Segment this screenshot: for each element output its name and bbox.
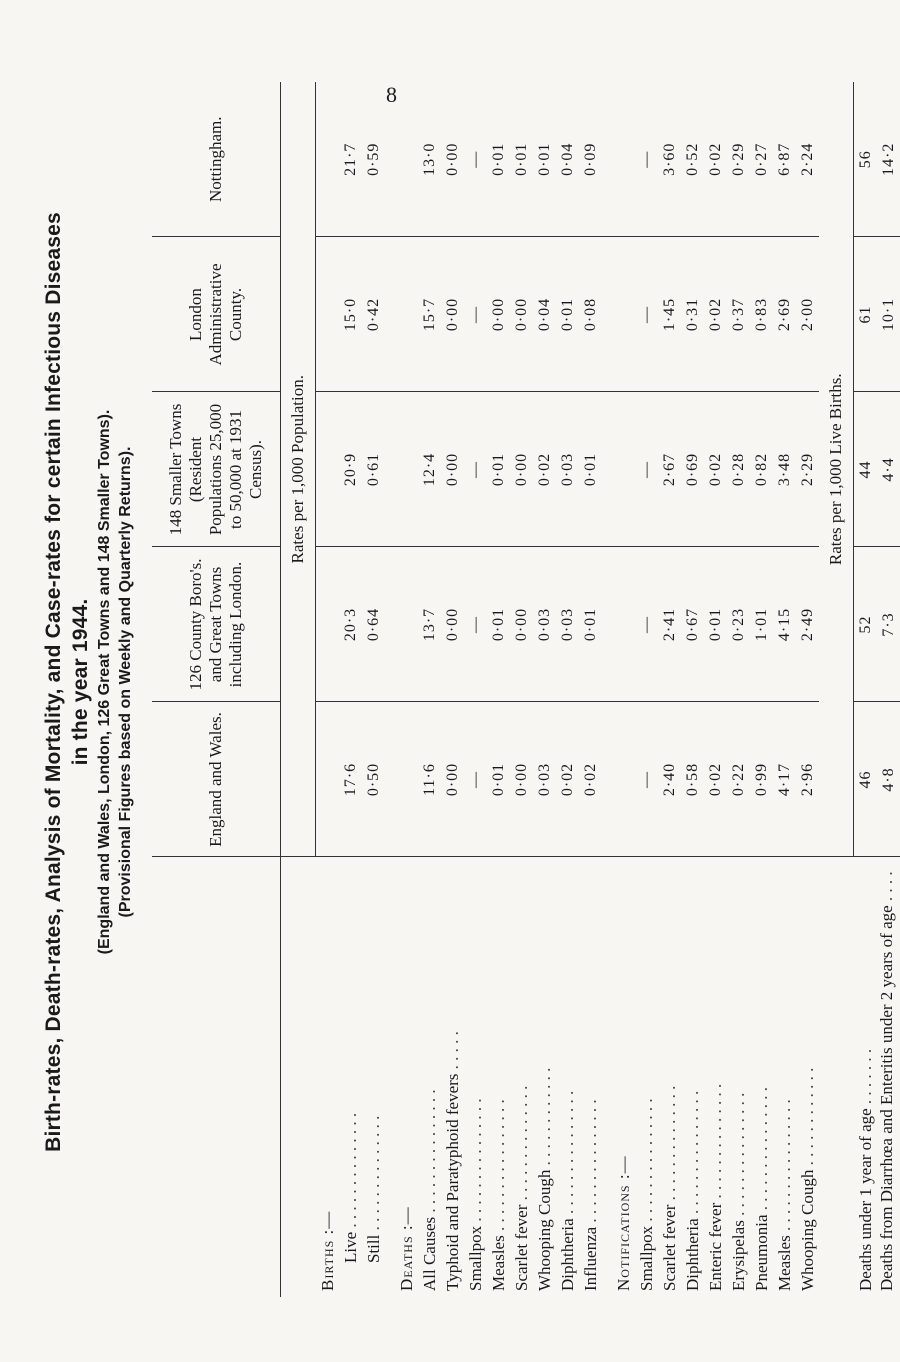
cell: 0·28 bbox=[727, 392, 750, 547]
row-label: Diphtheria bbox=[683, 1218, 702, 1291]
cell: 0·01 bbox=[579, 547, 602, 702]
row-label: Measles bbox=[489, 1235, 508, 1291]
table-row: Influenza . . . . . . . . . . . . . . . 0·02 0·01 0·01 0·08 0·09 bbox=[579, 82, 602, 1297]
cell: 0·00 bbox=[441, 702, 464, 857]
cell: 0·83 bbox=[750, 237, 773, 392]
cell: 0·04 bbox=[556, 82, 579, 237]
table-row: Typhoid and Paratyphoid fevers . . . . . 0·00 0·00 0·00 0·00 0·00 bbox=[441, 82, 464, 1297]
cell: — bbox=[464, 237, 487, 392]
cell: 0·52 bbox=[681, 82, 704, 237]
row-label: Pneumonia bbox=[752, 1214, 771, 1291]
cell: 0·08 bbox=[579, 237, 602, 392]
col-nottingham: Nottingham. bbox=[152, 82, 281, 237]
cell: 0·01 bbox=[704, 547, 727, 702]
cell: 0·00 bbox=[441, 547, 464, 702]
rates-per-live-births-label: Rates per 1,000 Live Births. bbox=[819, 82, 854, 857]
rates-per-population-label: Rates per 1,000 Population. bbox=[281, 82, 316, 857]
row-label: Whooping Cough bbox=[798, 1169, 817, 1291]
cell: 0·02 bbox=[533, 392, 556, 547]
row-label: All Causes bbox=[420, 1216, 439, 1291]
cell: — bbox=[464, 392, 487, 547]
cell: 13·0 bbox=[418, 82, 441, 237]
row-label: Deaths under 1 year of age bbox=[855, 1108, 875, 1291]
statistics-table bbox=[152, 82, 900, 1297]
cell: 0·02 bbox=[579, 702, 602, 857]
table-row: Whooping Cough . . . . . . . . . . . . 0·03 0·03 0·02 0·04 0·01 bbox=[533, 82, 556, 1297]
row-label: Measles bbox=[775, 1235, 794, 1291]
cell: 2·29 bbox=[796, 392, 819, 547]
cell: 0·29 bbox=[727, 82, 750, 237]
cell: 0·27 bbox=[750, 82, 773, 237]
table-row: Smallpox . . . . . . . . . . . . . . . — — — — — bbox=[635, 82, 658, 1297]
cell: 0·69 bbox=[681, 392, 704, 547]
col-england-wales: England and Wales. bbox=[152, 702, 281, 857]
table-row: Whooping Cough . . . . . . . . . . . . 2·96 2·49 2·29 2·00 2·24 bbox=[796, 82, 819, 1297]
cell: 4·8 bbox=[877, 702, 900, 857]
table-row: Deaths under 1 year of age . . . . . . . 46 52 44 61 56 bbox=[854, 82, 878, 1297]
cell: — bbox=[635, 392, 658, 547]
cell: 2·41 bbox=[658, 547, 681, 702]
row-label: Whooping Cough bbox=[535, 1169, 554, 1291]
cell: 0·02 bbox=[556, 702, 579, 857]
cell: 0·59 bbox=[362, 82, 385, 237]
cell: — bbox=[635, 237, 658, 392]
cell: 4·4 bbox=[877, 392, 900, 547]
table-row: Erysipelas . . . . . . . . . . . . . . . 0·22 0·23 0·28 0·37 0·29 bbox=[727, 82, 750, 1297]
cell: 0·01 bbox=[487, 547, 510, 702]
cell: 0·67 bbox=[681, 547, 704, 702]
cell: 0·01 bbox=[487, 702, 510, 857]
row-label: Influenza bbox=[581, 1226, 600, 1291]
table-row: Pneumonia . . . . . . . . . . . . . . . 0·99 1·01 0·82 0·83 0·27 bbox=[750, 82, 773, 1297]
cell: 0·00 bbox=[441, 392, 464, 547]
cell: 0·02 bbox=[704, 82, 727, 237]
cell: 52 bbox=[854, 547, 878, 702]
cell: 0·01 bbox=[487, 82, 510, 237]
row-label: Enteric fever bbox=[706, 1202, 725, 1291]
col-london: London Administrative County. bbox=[152, 237, 281, 392]
cell: 44 bbox=[854, 392, 878, 547]
cell: 0·09 bbox=[579, 82, 602, 237]
section-notifications: Notifications :— bbox=[614, 1155, 633, 1291]
cell: 0·02 bbox=[704, 237, 727, 392]
cell: 4·15 bbox=[773, 547, 796, 702]
row-label: Smallpox bbox=[466, 1225, 485, 1291]
cell: 0·01 bbox=[579, 392, 602, 547]
cell: 10·1 bbox=[877, 237, 900, 392]
row-label: Live bbox=[341, 1231, 360, 1263]
cell: 20·3 bbox=[339, 547, 362, 702]
cell: 7·3 bbox=[877, 547, 900, 702]
cell: 4·17 bbox=[773, 702, 796, 857]
table-row: Measles . . . . . . . . . . . . . . . . 0·01 0·01 0·01 0·00 0·01 bbox=[487, 82, 510, 1297]
cell: — bbox=[464, 702, 487, 857]
cell: 0·37 bbox=[727, 237, 750, 392]
cell: 12·4 bbox=[418, 392, 441, 547]
rotated-table-sheet bbox=[40, 42, 897, 1322]
cell: 0·00 bbox=[487, 237, 510, 392]
cell: 0·02 bbox=[704, 392, 727, 547]
cell: 0·50 bbox=[362, 702, 385, 857]
cell: 0·00 bbox=[510, 237, 533, 392]
cell: 2·49 bbox=[796, 547, 819, 702]
cell: 17·6 bbox=[339, 702, 362, 857]
table-row: Scarlet fever . . . . . . . . . . . . . . 2·40 2·41 2·67 1·45 3·60 bbox=[658, 82, 681, 1297]
cell: 0·61 bbox=[362, 392, 385, 547]
cell: 11·6 bbox=[418, 702, 441, 857]
cell: 2·69 bbox=[773, 237, 796, 392]
table-row: Enteric fever . . . . . . . . . . . . . . 0·02 0·01 0·02 0·02 0·02 bbox=[704, 82, 727, 1297]
row-label: Still bbox=[364, 1234, 383, 1263]
table-row bbox=[612, 82, 635, 1297]
subtitle-line-2: (Provisional Figures based on Weekly and Quarterly Returns). bbox=[117, 446, 134, 918]
cell: 21·7 bbox=[339, 82, 362, 237]
cell: 0·31 bbox=[681, 237, 704, 392]
cell: 0·42 bbox=[362, 237, 385, 392]
cell: 61 bbox=[854, 237, 878, 392]
table-row: Diphtheria . . . . . . . . . . . . . . . 0·58 0·67 0·69 0·31 0·52 bbox=[681, 82, 704, 1297]
births-band-row bbox=[819, 82, 854, 1297]
table-row: Measles . . . . . . . . . . . . . . . . 4·17 4·15 3·48 2·69 6·87 bbox=[773, 82, 796, 1297]
cell: 1·01 bbox=[750, 547, 773, 702]
cell: 20·9 bbox=[339, 392, 362, 547]
cell: 46 bbox=[854, 702, 878, 857]
row-label: Scarlet fever bbox=[512, 1204, 531, 1291]
row-label: Scarlet fever bbox=[660, 1204, 679, 1291]
cell: 0·00 bbox=[510, 392, 533, 547]
table-row bbox=[395, 82, 418, 1297]
cell: 0·00 bbox=[441, 82, 464, 237]
cell: 15·7 bbox=[418, 237, 441, 392]
table-row bbox=[316, 82, 340, 1297]
population-band-row bbox=[281, 82, 316, 1297]
cell: 2·40 bbox=[658, 702, 681, 857]
cell: 0·01 bbox=[556, 237, 579, 392]
row-label: Diphtheria bbox=[558, 1218, 577, 1291]
cell: — bbox=[464, 547, 487, 702]
cell: 15·0 bbox=[339, 237, 362, 392]
cell: — bbox=[464, 82, 487, 237]
cell: 2·00 bbox=[796, 237, 819, 392]
cell: 0·04 bbox=[533, 237, 556, 392]
cell: — bbox=[635, 82, 658, 237]
cell: 0·03 bbox=[533, 547, 556, 702]
cell: 0·01 bbox=[487, 392, 510, 547]
cell: 0·03 bbox=[556, 547, 579, 702]
row-label: Smallpox bbox=[637, 1225, 656, 1291]
cell: 2·24 bbox=[796, 82, 819, 237]
title-line-2: in the year 1944. bbox=[69, 598, 92, 766]
title-block bbox=[40, 42, 148, 1322]
title-line-1: Birth-rates, Death-rates, Analysis of Mortality, and Case-rates for certain Infectious Diseases bbox=[42, 212, 65, 1152]
table-row: Scarlet fever . . . . . . . . . . . . . . 0·00 0·00 0·00 0·00 0·01 bbox=[510, 82, 533, 1297]
cell: 2·67 bbox=[658, 392, 681, 547]
table-row: All Causes . . . . . . . . . . . . . . . 11·6 13·7 12·4 15·7 13·0 bbox=[418, 82, 441, 1297]
cell: 0·99 bbox=[750, 702, 773, 857]
cell: 0·64 bbox=[362, 547, 385, 702]
table-row: Still . . . . . . . . . . . . . . 0·50 0·64 0·61 0·42 0·59 bbox=[362, 82, 385, 1297]
subtitle-line-1: (England and Wales, London, 126 Great Towns and 148 Smaller Towns). bbox=[96, 409, 113, 955]
cell: 0·22 bbox=[727, 702, 750, 857]
section-deaths: Deaths :— bbox=[397, 1206, 416, 1291]
cell: 3·60 bbox=[658, 82, 681, 237]
table-row: Smallpox . . . . . . . . . . . . . . . — — — — — bbox=[464, 82, 487, 1297]
cell: 0·01 bbox=[533, 82, 556, 237]
cell: 6·87 bbox=[773, 82, 796, 237]
cell: 0·23 bbox=[727, 547, 750, 702]
cell: 0·03 bbox=[556, 392, 579, 547]
table-row: Deaths from Diarrhœa and Enteritis under 2 years of age . . . . 4·8 7·3 4·4 10·1 14·2 bbox=[877, 82, 900, 1297]
cell: — bbox=[635, 547, 658, 702]
cell: 0·01 bbox=[510, 82, 533, 237]
cell: 56 bbox=[854, 82, 878, 237]
col-great-towns: 126 County Boro's. and Great Towns including London. bbox=[152, 547, 281, 702]
cell: 2·96 bbox=[796, 702, 819, 857]
section-births: Births :— bbox=[317, 1210, 337, 1291]
cell: — bbox=[635, 702, 658, 857]
cell: 0·00 bbox=[510, 547, 533, 702]
cell: 0·03 bbox=[533, 702, 556, 857]
cell: 0·00 bbox=[510, 702, 533, 857]
page-number: 8 bbox=[386, 82, 397, 107]
cell: 3·48 bbox=[773, 392, 796, 547]
cell: 0·02 bbox=[704, 702, 727, 857]
cell: 13·7 bbox=[418, 547, 441, 702]
row-label: Typhoid and Paratyphoid fevers bbox=[443, 1073, 462, 1291]
table-row: Diphtheria . . . . . . . . . . . . . . . 0·02 0·03 0·03 0·01 0·04 bbox=[556, 82, 579, 1297]
cell: 1·45 bbox=[658, 237, 681, 392]
row-label: Deaths from Diarrhœa and Enteritis under 2 years of age bbox=[877, 905, 896, 1291]
cell: 0·00 bbox=[441, 237, 464, 392]
cell: 14·2 bbox=[877, 82, 900, 237]
table-row: Live . . . . . . . . . . . . . . 17·6 20·3 20·9 15·0 21·7 bbox=[339, 82, 362, 1297]
row-label: Erysipelas bbox=[729, 1220, 748, 1291]
cell: 0·82 bbox=[750, 392, 773, 547]
col-smaller-towns: 148 Smaller Towns (Resident Populations 25,000 to 50,000 at 1931 Census). bbox=[152, 392, 281, 547]
column-header-row bbox=[152, 82, 281, 1297]
cell: 0·58 bbox=[681, 702, 704, 857]
